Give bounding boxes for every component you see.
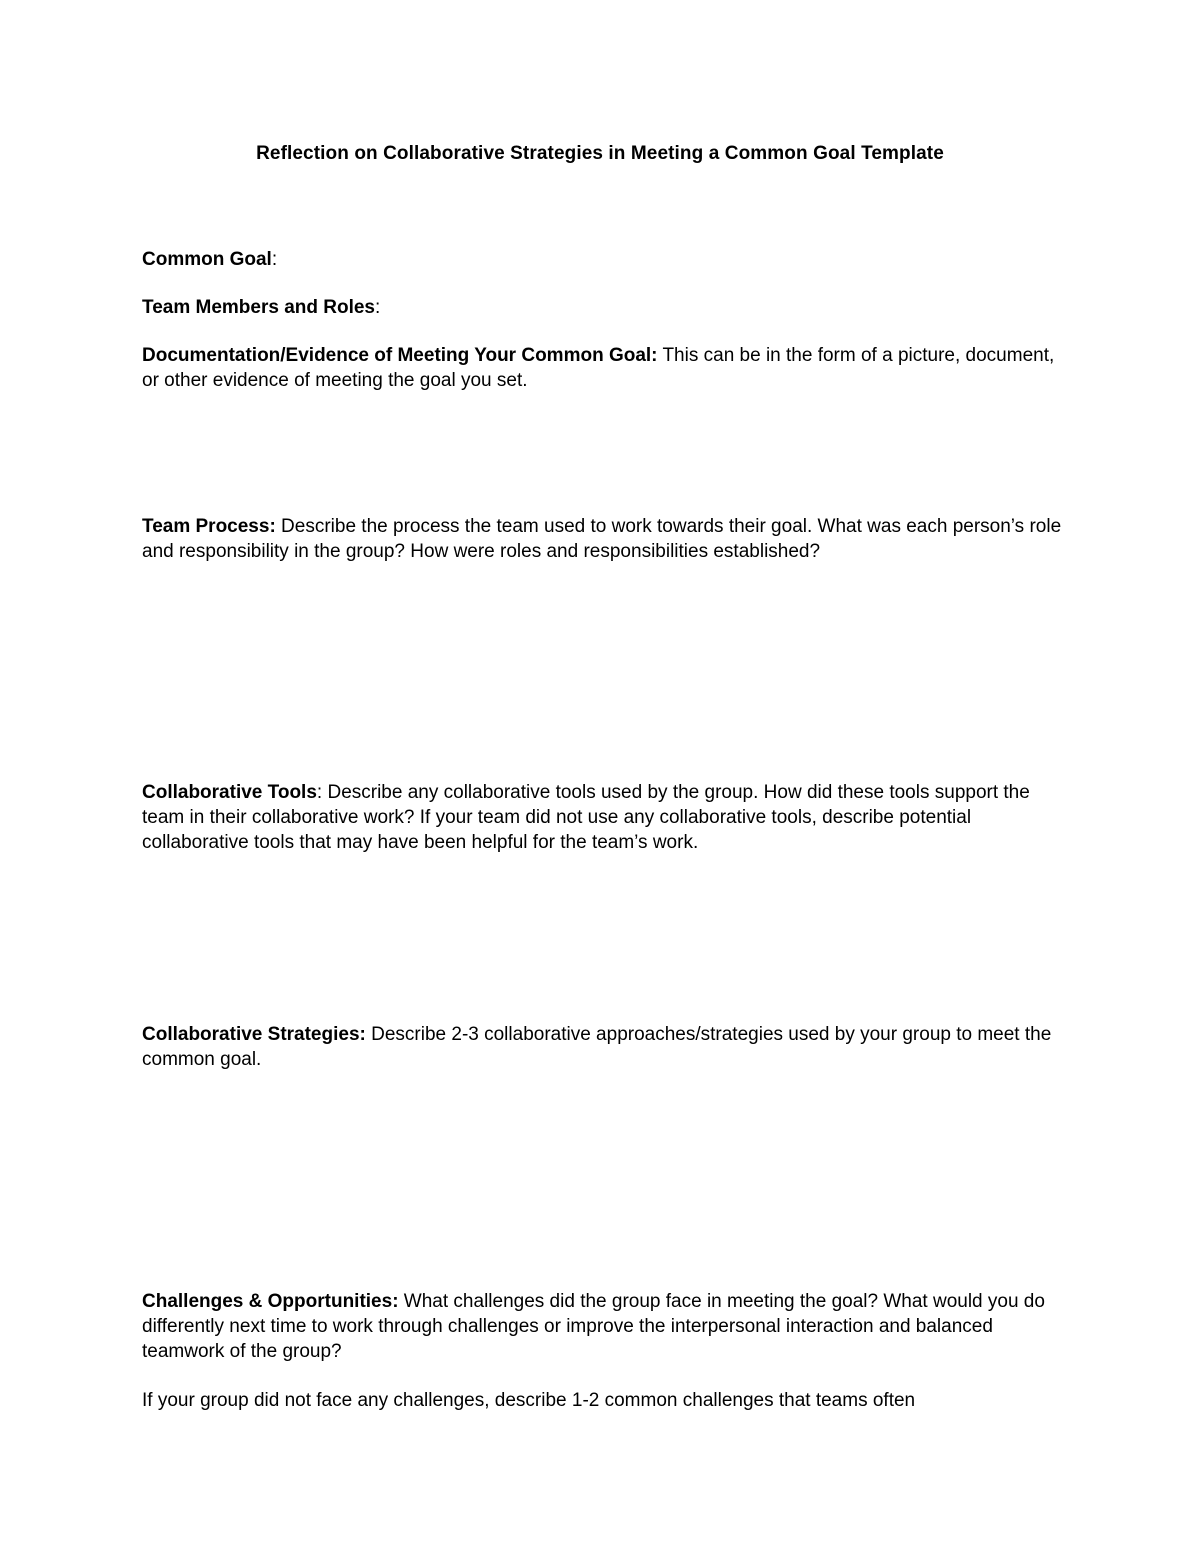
section-documentation [142, 343, 1072, 393]
trailing-paragraph: If your group did not face any challenges, describe 1-2 common challenges that teams often [142, 1390, 916, 1411]
section-heading: Team Members and Roles [142, 297, 376, 318]
section-heading: Common Goal [142, 249, 272, 270]
section-collaborative-tools [142, 780, 1072, 855]
section-challenges [142, 1289, 1072, 1364]
section-body: What challenges did the group face in meeting the goal? What would you do differently next time to work through challenges or improve the interpersonal interaction and balanced teamwork of the group? [142, 1291, 1045, 1362]
section-collaborative-strategies [142, 1022, 1072, 1072]
section-separator: : [271, 249, 278, 270]
section-separator: : [375, 297, 381, 318]
section-heading: Collaborative Tools [142, 782, 317, 803]
document-title: Reflection on Collaborative Strategies in Meeting a Common Goal Template [256, 143, 944, 164]
section-body: This can be in the form of a picture, document, or other evidence of meeting the goal you set. [142, 345, 1055, 391]
section-body: Describe 2-3 collaborative approaches/strategies used by your group to meet the common goal. [142, 1024, 1052, 1070]
section-team-members [142, 295, 1072, 320]
section-body: Describe the process the team used to work towards their goal. What was each person’s role and responsibility in the group? How were roles and responsibilities established? [142, 516, 1062, 562]
section-heading: Challenges & Opportunities: [142, 1291, 399, 1312]
section-body: Describe any collaborative tools used by the group. How did these tools support the team in their collaborative work? If your team did not use any collaborative tools, describe potential collaborative tools that may have been helpful for the team’s work. [142, 782, 1030, 853]
section-common-goal [142, 247, 1072, 272]
section-heading: Collaborative Strategies: [142, 1024, 366, 1045]
section-heading: Team Process: [142, 516, 276, 537]
section-team-process [142, 514, 1072, 564]
section-heading: Documentation/Evidence of Meeting Your Common Goal: [142, 345, 658, 366]
section-separator: : [316, 782, 323, 803]
